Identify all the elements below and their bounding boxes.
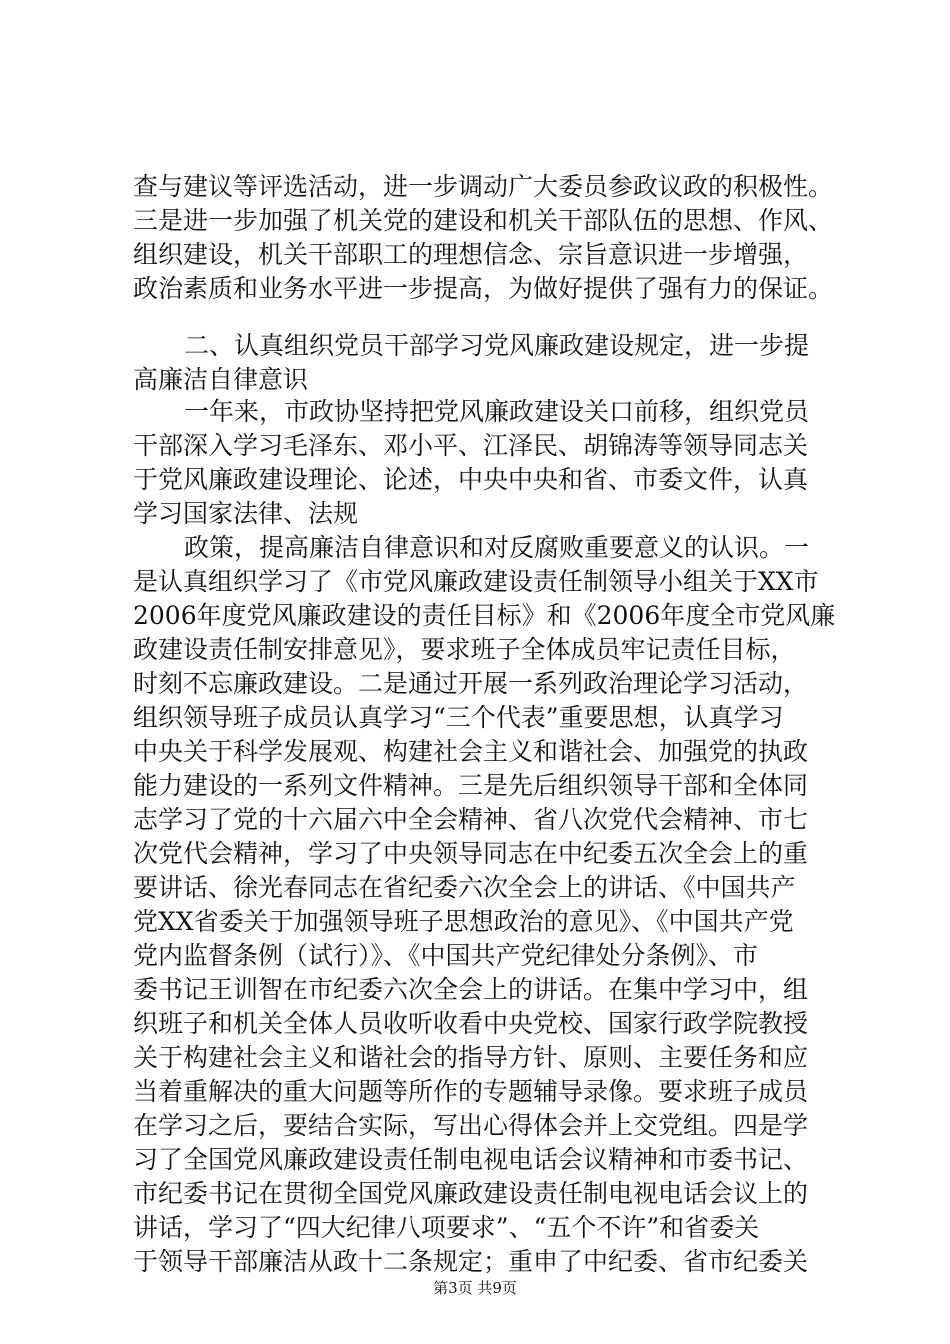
text-line: 是认真组织学习了《市党风廉政建设责任制领导小组关于XX市 <box>133 567 819 596</box>
text-line: 政治素质和业务水平进一步提高，为做好提供了强有力的保证。 <box>133 274 834 303</box>
text-line: 于党风廉政建设理论、论述，中央中央和省、市委文件，认真 <box>133 465 809 494</box>
text-line: 志学习了党的十六届六中全会精神、省八次党代会精神、市七 <box>133 805 809 834</box>
text-line: 于领导干部廉洁从政十二条规定；重申了中纪委、省市纪委关 <box>133 1247 809 1276</box>
text-line: 三是进一步加强了机关党的建设和机关干部队伍的思想、作风、 <box>133 206 834 235</box>
text-line: 习了全国党风廉政建设责任制电视电话会议精神和市委书记、 <box>133 1145 809 1174</box>
text-line: 中央关于科学发展观、构建社会主义和谐社会、加强党的执政 <box>133 737 809 766</box>
text-line: 学习国家法律、法规 <box>133 499 359 528</box>
text-line: 要讲话、徐光春同志在省纪委六次全会上的讲话、《中国共产 <box>133 873 796 902</box>
text-line: 政策，提高廉洁自律意识和对反腐败重要意义的认识。一 <box>184 533 810 562</box>
page-number-footer: 第3页 共9页 <box>433 1279 517 1297</box>
text-line: 能力建设的一系列文件精神。三是先后组织领导干部和全体同 <box>133 771 809 800</box>
text-line: 委书记王训智在市纪委六次全会上的讲话。在集中学习中，组 <box>133 975 809 1004</box>
text-line: 市纪委书记在贯彻全国党风廉政建设责任制电视电话会议上的 <box>133 1179 809 1208</box>
text-line: 时刻不忘廉政建设。二是通过开展一系列政治理论学习活动， <box>133 669 809 698</box>
text-line: 当着重解决的重大问题等所作的专题辅导录像。要求班子成员 <box>133 1077 809 1106</box>
section-heading: 高廉洁自律意识 <box>133 365 309 394</box>
text-line: 2006年度党风廉政建设的责任目标》和《2006年度全市党风廉 <box>133 601 836 630</box>
text-line: 讲话，学习了“四大纪律八项要求”、“五个不许”和省委关 <box>133 1213 760 1242</box>
text-line: 组织建设，机关干部职工的理想信念、宗旨意识进一步增强， <box>133 240 809 269</box>
text-line: 党内监督条例（试行）》、《中国共产党纪律处分条例》、市 <box>133 941 759 970</box>
text-line: 一年来，市政协坚持把党风廉政建设关口前移，组织党员 <box>184 397 810 426</box>
text-line: 在学习之后，要结合实际，写出心得体会并上交党组。四是学 <box>133 1111 809 1140</box>
text-line: 查与建议等评选活动，进一步调动广大委员参政议政的积极性。 <box>133 172 834 201</box>
text-line: 关于构建社会主义和谐社会的指导方针、原则、主要任务和应 <box>133 1043 809 1072</box>
section-heading: 二、认真组织党员干部学习党风廉政建设规定，进一步提 <box>184 331 810 360</box>
text-line: 组织领导班子成员认真学习“三个代表”重要思想，认真学习 <box>133 703 784 732</box>
text-line: 次党代会精神，学习了中央领导同志在中纪委五次全会上的重 <box>133 839 809 868</box>
text-line: 干部深入学习毛泽东、邓小平、江泽民、胡锦涛等领导同志关 <box>133 431 809 460</box>
text-line: 织班子和机关全体人员收听收看中央党校、国家行政学院教授 <box>133 1009 809 1038</box>
text-line: 政建设责任制安排意见》，要求班子全体成员牢记责任目标， <box>133 635 796 664</box>
text-line: 党XX省委关于加强领导班子思想政治的意见》、《中国共产党 <box>133 907 794 936</box>
